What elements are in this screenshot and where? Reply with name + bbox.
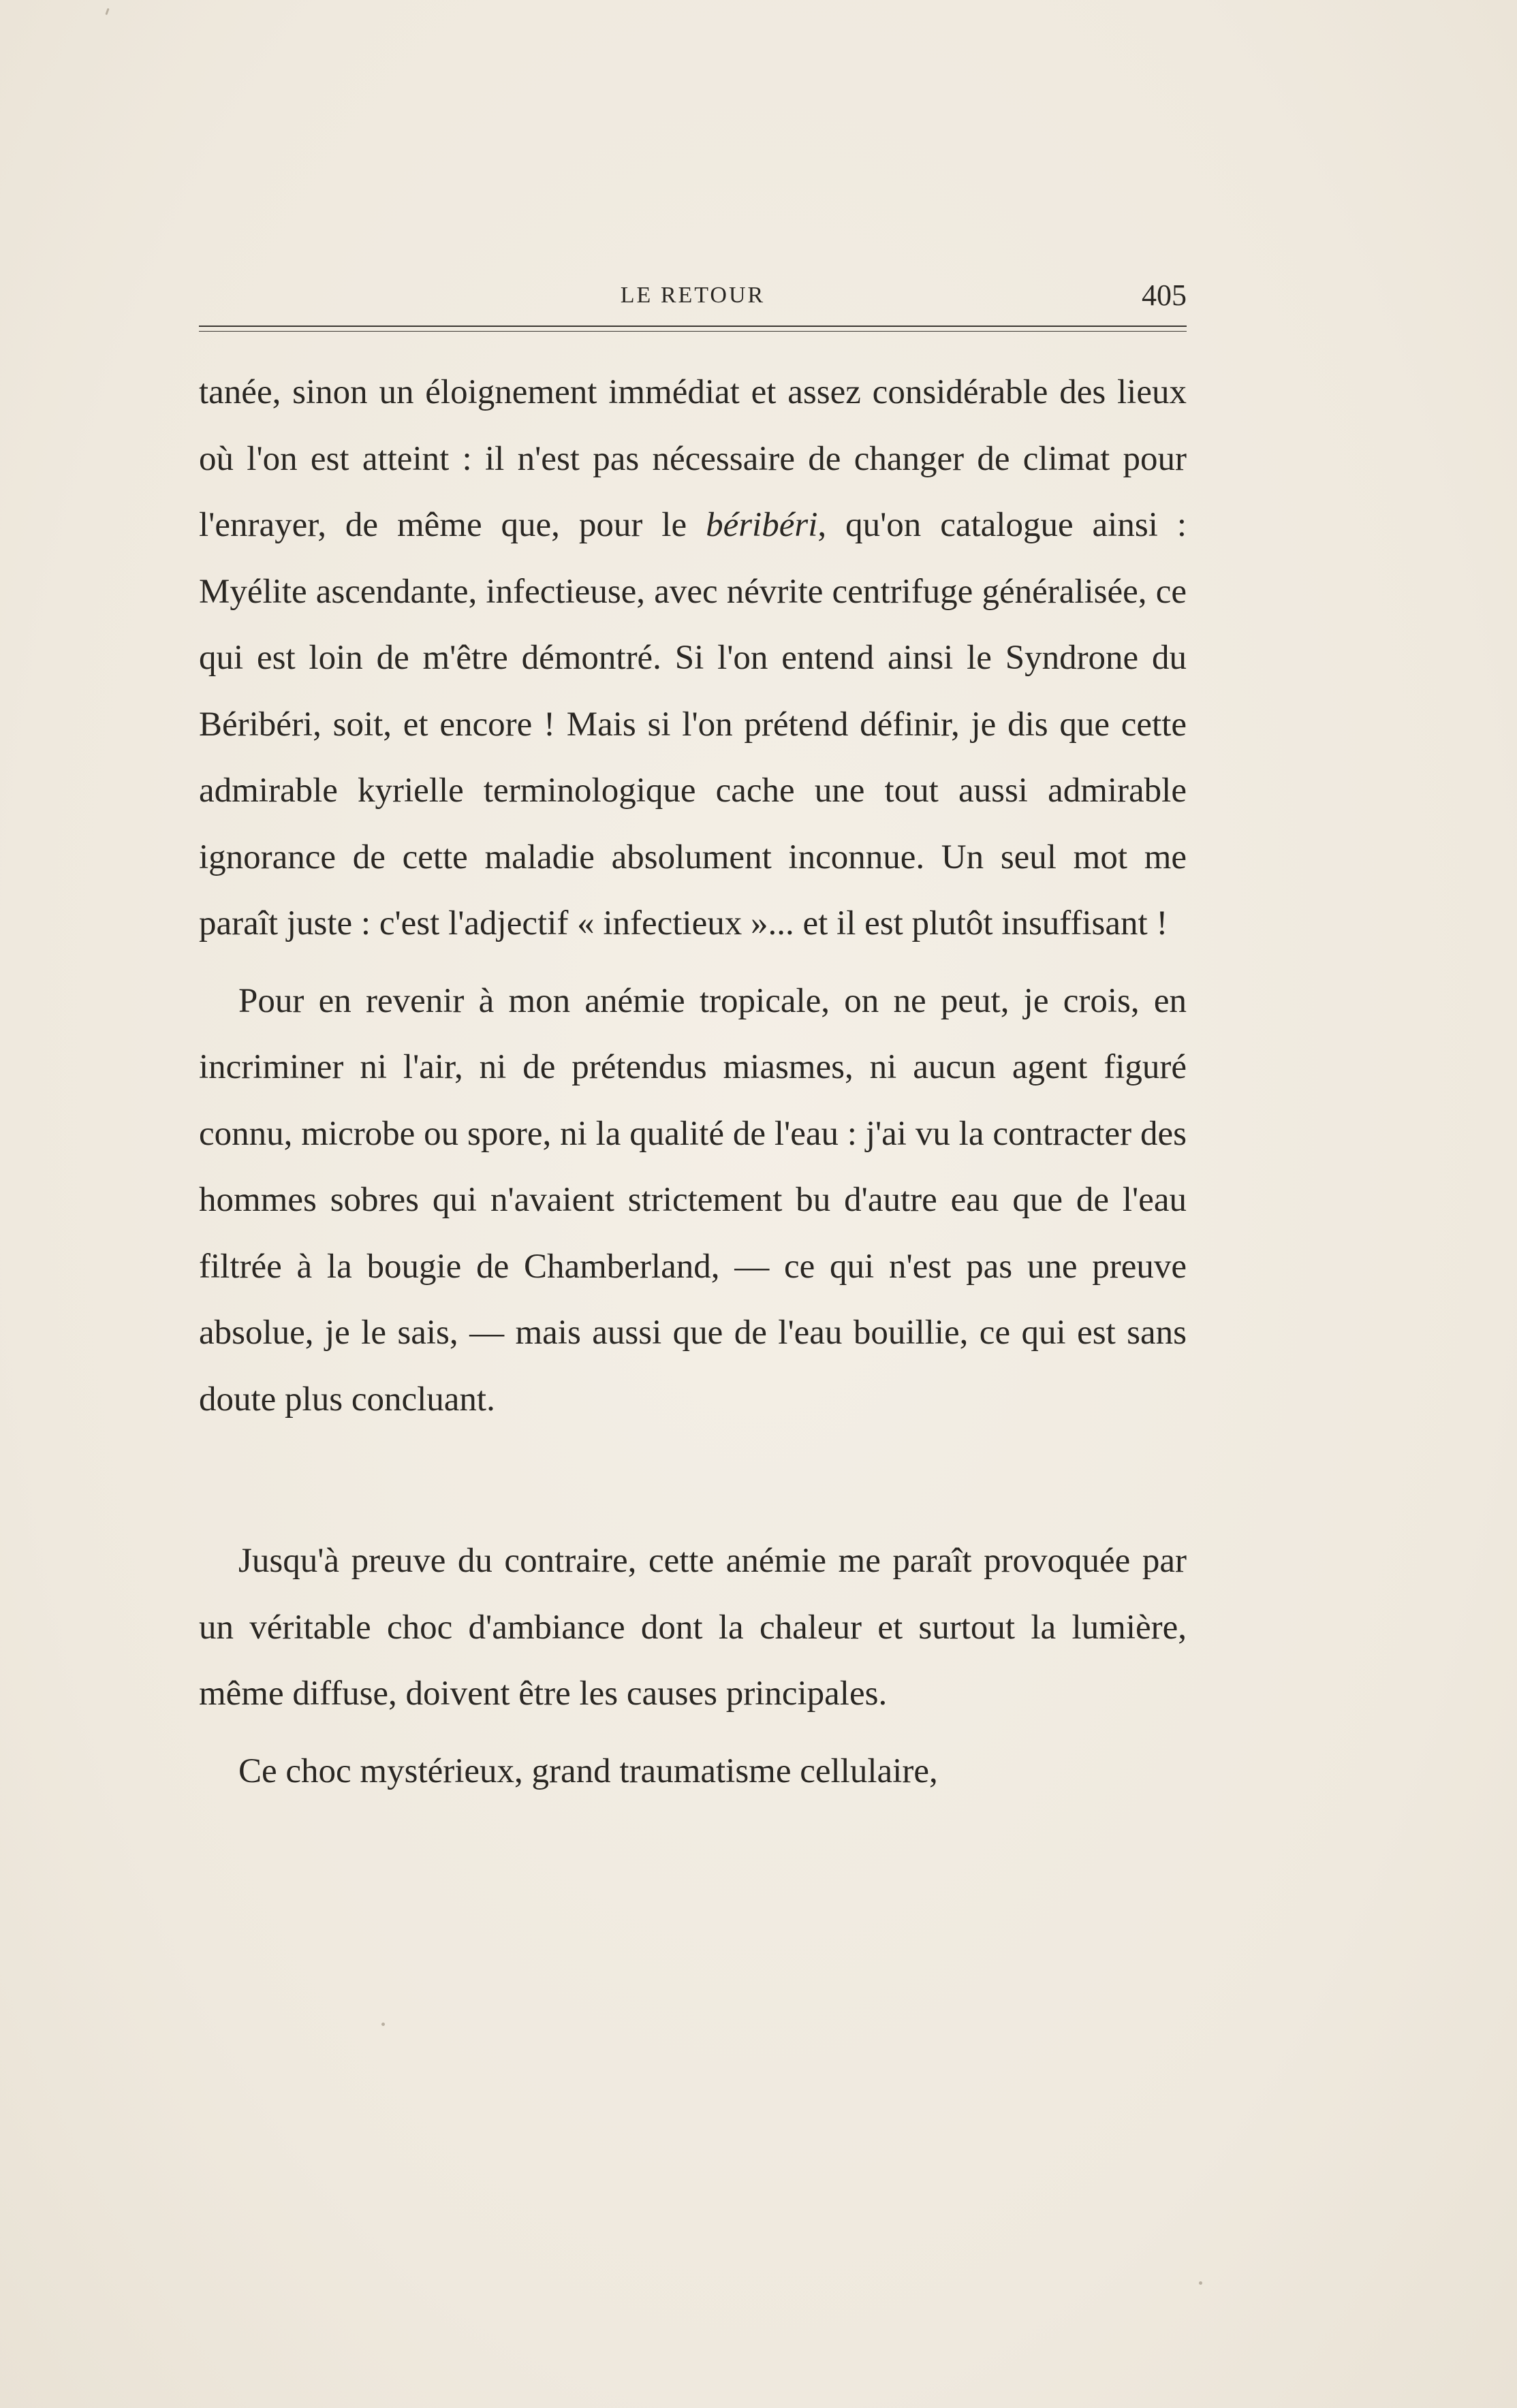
- paper-speck: [381, 2023, 385, 2026]
- paragraph-3: Jusqu'à preuve du contraire, cette anémie me paraît provoquée par un véritable choc d'ambiance dont la chaleur et surtout la lumière, même diffuse, doivent être les causes principales.: [199, 1542, 1187, 1713]
- paragraph-1-part-b: , qu'on catalogue ainsi : Myélite ascendante, infectieuse, avec névrite centrifuge généralisée, ce qui est loin de m'être démontré. Si l'on entend ainsi le Syndrone du Béribéri, soit, et encore ! Mais si l'on prétend définir, je dis que cette admirable kyrielle terminologique cache une tout aussi admirable ignorance de cette maladie absolument inconnue. Un seul mot me paraît juste : c'est l'adjectif « infectieux »... et il est plutôt insuffisant !: [199, 506, 1187, 942]
- running-title: LE RETOUR: [620, 283, 766, 308]
- paragraph-1-part-a: tanée, sinon un éloignement immédiat et assez considérable des lieux où l'on est atteint : il n'est pas nécessaire de changer de climat pour l'enrayer, de même que, pour le: [199, 373, 1187, 544]
- paragraph-2: Pour en revenir à mon anémie tropicale, on ne peut, je crois, en incriminer ni l'air, ni de prétendus miasmes, ni aucun agent figuré connu, microbe ou spore, ni la qualité de l'eau : j'ai vu la contracter des hommes sobres qui n'avaient strictement bu d'autre eau que de l'eau filtrée à la bougie de Chamberland, — ce qui n'est pas une preuve absolue, je le sais, — mais aussi que de l'eau bouillie, ce qui est sans doute plus concluant.: [199, 981, 1187, 1419]
- paragraph-1-italic: béribéri: [706, 506, 818, 544]
- body-text: [199, 360, 1187, 1805]
- paper-speck: [105, 8, 109, 15]
- paragraph-1: [199, 360, 1187, 957]
- paragraph-4: Ce choc mystérieux, grand traumatisme cellulaire,: [238, 1752, 938, 1790]
- page-number: 405: [1142, 279, 1187, 312]
- page-header: [199, 275, 1187, 316]
- paper-speck: [1199, 2281, 1202, 2285]
- header-rule: [199, 326, 1187, 332]
